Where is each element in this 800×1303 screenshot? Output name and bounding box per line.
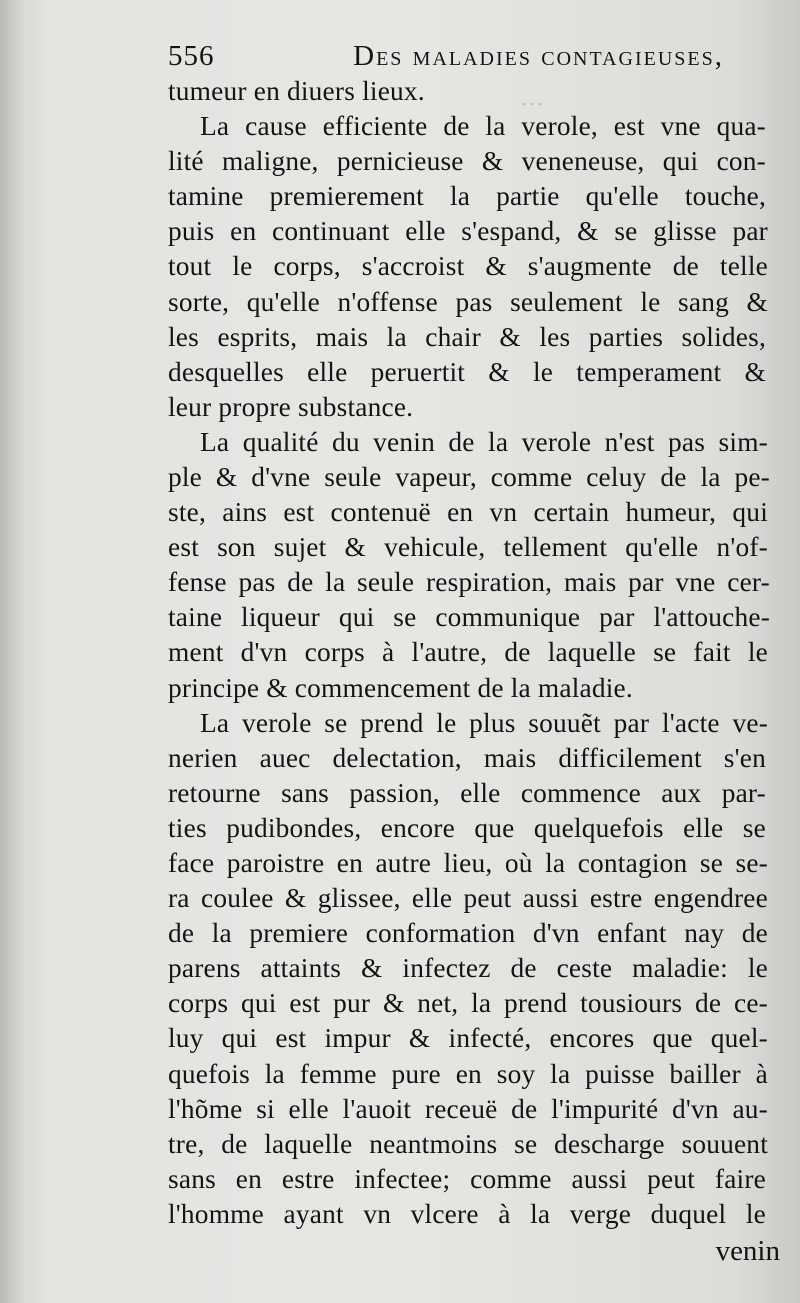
- page-gutter: [0, 0, 26, 1303]
- text-line: La qualité du venin de la verole n'est pas sim-: [200, 426, 768, 457]
- text-line: sans en estre infectee; comme aussi peut faire: [168, 1163, 766, 1194]
- text-line: retourne sans passion, elle commence aux par-: [168, 777, 766, 808]
- text-line: ra coulee & glissee, elle peut aussi estre engendree: [168, 883, 768, 914]
- text-line: tamine premierement la partie qu'elle touche,: [168, 181, 766, 212]
- text-line: sorte, qu'elle n'offense pas seulement le sang &: [168, 286, 768, 317]
- catchword: venin: [715, 1235, 780, 1267]
- text-line: lité maligne, pernicieuse & veneneuse, qui con-: [168, 146, 766, 177]
- text-line: ties pudibondes, encore que quelquefois elle se: [168, 812, 766, 843]
- text-line: La cause efficiente de la verole, est vne qua-: [200, 111, 766, 142]
- text-line: nerien auec delectation, mais difficilement s'en: [168, 742, 766, 773]
- text-line: tumeur en diuers lieux.: [168, 76, 425, 106]
- text-line: fense pas de la seule respiration, mais par vne cer-: [168, 567, 770, 598]
- text-line: luy qui est impur & infecté, encores que quel-: [168, 1023, 768, 1054]
- text-line: La verole se prend le plus souuẽt par l'acte ve-: [200, 707, 768, 738]
- text-line: l'hõme si elle l'auoit receuë de l'impurité d'vn au-: [168, 1093, 768, 1124]
- text-line: est son sujet & vehicule, tellement qu'elle n'of-: [168, 532, 768, 563]
- text-line: taine liqueur qui se communique par l'attouche-: [168, 602, 770, 633]
- text-line: parens attaints & infectez de ceste maladie: le: [168, 953, 768, 984]
- text-line: ple & d'vne seule vapeur, comme celuy de la pe-: [168, 462, 770, 492]
- text-line: les esprits, mais la chair & les parties solides,: [168, 321, 766, 352]
- text-line: de la premiere conformation d'vn enfant nay de: [168, 918, 768, 949]
- running-title: Des maladies contagieuses,: [353, 40, 724, 72]
- text-line: principe & commencement de la maladie.: [168, 672, 633, 703]
- text-line: face paroistre en autre lieu, où la contagion se se-: [168, 848, 768, 878]
- text-line: puis en continuant elle s'espand, & se glisse par: [168, 216, 768, 247]
- text-line: corps qui est pur & net, la prend tousiours de ce-: [168, 988, 768, 1019]
- text-line: leur propre substance.: [168, 391, 414, 422]
- show-through-text: ···: [520, 92, 544, 118]
- text-line: l'homme ayant vn vlcere à la verge duquel le: [168, 1198, 766, 1229]
- text-line: tre, de laquelle neantmoins se descharge souuent: [168, 1128, 768, 1159]
- text-line: quefois la femme pure en soy la puisse bailler à: [168, 1058, 768, 1089]
- text-line: desquelles elle peruertit & le temperament &: [168, 356, 766, 387]
- text-line: tout le corps, s'accroist & s'augmente de telle: [168, 251, 768, 282]
- page-number: 556: [168, 40, 215, 72]
- running-header: [168, 36, 724, 76]
- text-line: ment d'vn corps à l'autre, de laquelle se fait le: [168, 637, 768, 668]
- text-line: ste, ains est contenuë en vn certain humeur, qui: [168, 497, 768, 528]
